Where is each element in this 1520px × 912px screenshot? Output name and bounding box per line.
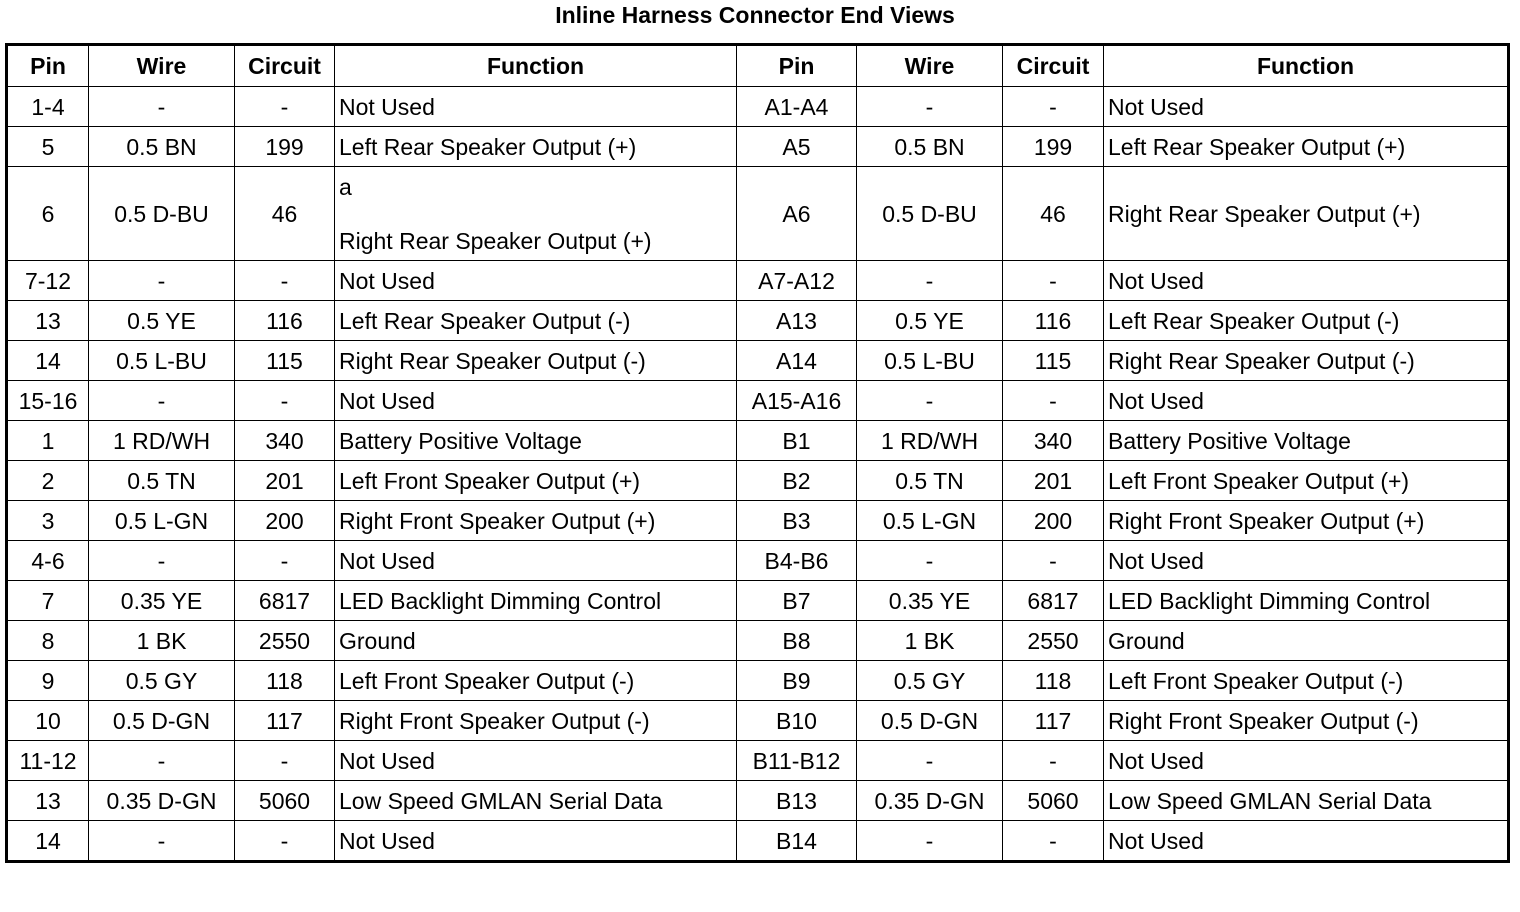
table-row: [7, 87, 1509, 127]
wire-cell-2: -: [857, 381, 1003, 421]
pin-cell-2: A7-A12: [737, 261, 857, 301]
table-row: [7, 421, 1509, 461]
function-cell-2: Battery Positive Voltage: [1104, 421, 1509, 461]
circuit-cell: 2550: [235, 621, 335, 661]
wire-cell: -: [89, 381, 235, 421]
circuit-cell-2: 340: [1003, 421, 1104, 461]
pin-cell: 13: [7, 781, 89, 821]
wire-cell-2: 1 RD/WH: [857, 421, 1003, 461]
function-cell: [335, 501, 737, 541]
wire-cell-2: -: [857, 821, 1003, 862]
page-title: Inline Harness Connector End Views: [555, 2, 955, 28]
function-text: Not Used: [339, 827, 435, 854]
wire-cell: 0.35 YE: [89, 581, 235, 621]
function-cell-2: Not Used: [1104, 741, 1509, 781]
wire-cell-2: 0.5 D-BU: [857, 167, 1003, 261]
circuit-cell-2: -: [1003, 381, 1104, 421]
wire-cell-2: 0.5 BN: [857, 127, 1003, 167]
circuit-cell: 115: [235, 341, 335, 381]
circuit-cell: 118: [235, 661, 335, 701]
pin-cell-2: B1: [737, 421, 857, 461]
circuit-cell: -: [235, 381, 335, 421]
circuit-cell: -: [235, 261, 335, 301]
wire-cell-2: 0.5 L-BU: [857, 341, 1003, 381]
pin-cell: 14: [7, 821, 89, 862]
pin-cell: 7: [7, 581, 89, 621]
circuit-cell-2: -: [1003, 541, 1104, 581]
circuit-cell: 46: [235, 167, 335, 261]
column-header-pin: Pin: [7, 45, 89, 87]
function-text: Not Used: [339, 387, 435, 414]
function-cell-2: Not Used: [1104, 821, 1509, 862]
wire-cell-2: 0.5 D-GN: [857, 701, 1003, 741]
wire-cell-2: 0.35 YE: [857, 581, 1003, 621]
table-row: [7, 741, 1509, 781]
circuit-cell: 117: [235, 701, 335, 741]
pin-cell: 11-12: [7, 741, 89, 781]
function-cell: [335, 461, 737, 501]
circuit-cell-2: 116: [1003, 301, 1104, 341]
circuit-cell-2: 118: [1003, 661, 1104, 701]
function-cell-2: Left Rear Speaker Output (+): [1104, 127, 1509, 167]
table-row: [7, 341, 1509, 381]
pin-cell: 3: [7, 501, 89, 541]
column-header-wire: Wire: [89, 45, 235, 87]
circuit-cell: 199: [235, 127, 335, 167]
function-cell: [335, 621, 737, 661]
circuit-cell: 5060: [235, 781, 335, 821]
wire-cell-2: -: [857, 87, 1003, 127]
column-header-function: Function: [335, 45, 737, 87]
wire-cell-2: 0.5 GY: [857, 661, 1003, 701]
table-row: [7, 701, 1509, 741]
table-row: [7, 301, 1509, 341]
wire-cell: 0.5 BN: [89, 127, 235, 167]
wire-cell-2: 0.35 D-GN: [857, 781, 1003, 821]
function-cell-2: Right Front Speaker Output (-): [1104, 701, 1509, 741]
function-cell: [335, 741, 737, 781]
table-row: [7, 167, 1509, 261]
pin-cell: 10: [7, 701, 89, 741]
circuit-cell-2: 200: [1003, 501, 1104, 541]
column-header-wire-2: Wire: [857, 45, 1003, 87]
function-cell-2: Left Front Speaker Output (-): [1104, 661, 1509, 701]
table-row: [7, 781, 1509, 821]
wire-cell: 0.5 D-BU: [89, 167, 235, 261]
column-header-circuit: Circuit: [235, 45, 335, 87]
pin-cell-2: B13: [737, 781, 857, 821]
pin-cell-2: B10: [737, 701, 857, 741]
function-cell-2: Left Front Speaker Output (+): [1104, 461, 1509, 501]
pin-cell-2: A1-A4: [737, 87, 857, 127]
function-text: Right Rear Speaker Output (+): [339, 227, 652, 254]
circuit-cell-2: -: [1003, 261, 1104, 301]
function-text: a: [339, 173, 352, 200]
function-text: Right Front Speaker Output (+): [339, 507, 656, 534]
circuit-cell: -: [235, 541, 335, 581]
table-row: [7, 381, 1509, 421]
pin-cell-2: B14: [737, 821, 857, 862]
circuit-cell-2: -: [1003, 741, 1104, 781]
wire-cell: 0.5 GY: [89, 661, 235, 701]
wire-cell: -: [89, 741, 235, 781]
function-cell-2: Left Rear Speaker Output (-): [1104, 301, 1509, 341]
function-text: Right Rear Speaker Output (-): [339, 347, 646, 374]
wire-cell: 0.5 L-BU: [89, 341, 235, 381]
wire-cell: 0.5 L-GN: [89, 501, 235, 541]
circuit-cell-2: 2550: [1003, 621, 1104, 661]
circuit-cell: 6817: [235, 581, 335, 621]
table-row: [7, 821, 1509, 862]
circuit-cell: 340: [235, 421, 335, 461]
pin-cell: 2: [7, 461, 89, 501]
table-row: [7, 501, 1509, 541]
function-text: Left Front Speaker Output (+): [339, 467, 641, 494]
function-cell-2: Not Used: [1104, 261, 1509, 301]
function-cell: [335, 781, 737, 821]
circuit-cell: 201: [235, 461, 335, 501]
circuit-cell-2: 5060: [1003, 781, 1104, 821]
circuit-cell: 116: [235, 301, 335, 341]
pin-cell-2: B3: [737, 501, 857, 541]
function-cell: [335, 821, 737, 862]
circuit-cell-2: 115: [1003, 341, 1104, 381]
function-text: LED Backlight Dimming Control: [339, 587, 662, 614]
wire-cell: -: [89, 87, 235, 127]
pin-cell: 7-12: [7, 261, 89, 301]
function-cell: [335, 341, 737, 381]
function-cell: [335, 381, 737, 421]
wire-cell: 0.5 YE: [89, 301, 235, 341]
pin-cell-2: B8: [737, 621, 857, 661]
function-text: Left Rear Speaker Output (+): [339, 133, 637, 160]
wire-cell: 0.35 D-GN: [89, 781, 235, 821]
function-text: Left Rear Speaker Output (-): [339, 307, 631, 334]
pin-cell-2: A14: [737, 341, 857, 381]
function-text: Battery Positive Voltage: [339, 427, 582, 454]
table-row: [7, 541, 1509, 581]
wire-cell-2: -: [857, 261, 1003, 301]
pin-cell-2: B9: [737, 661, 857, 701]
table-row: [7, 461, 1509, 501]
function-text: Not Used: [339, 267, 435, 294]
function-cell-2: Not Used: [1104, 87, 1509, 127]
circuit-cell: -: [235, 87, 335, 127]
pin-cell-2: A13: [737, 301, 857, 341]
table-header-row: [7, 45, 1509, 87]
wire-cell-2: 1 BK: [857, 621, 1003, 661]
pin-cell-2: B4-B6: [737, 541, 857, 581]
circuit-cell-2: -: [1003, 821, 1104, 862]
pin-cell-2: A6: [737, 167, 857, 261]
function-cell: [335, 421, 737, 461]
function-cell-2: Right Rear Speaker Output (-): [1104, 341, 1509, 381]
function-text: Not Used: [339, 547, 435, 574]
wire-cell: -: [89, 261, 235, 301]
function-cell-2: Ground: [1104, 621, 1509, 661]
wire-cell: 0.5 TN: [89, 461, 235, 501]
function-cell-2: Low Speed GMLAN Serial Data: [1104, 781, 1509, 821]
function-text: Right Front Speaker Output (-): [339, 707, 650, 734]
wire-cell: 1 RD/WH: [89, 421, 235, 461]
pin-cell: 8: [7, 621, 89, 661]
pin-cell-2: A15-A16: [737, 381, 857, 421]
pin-cell: 1-4: [7, 87, 89, 127]
circuit-cell-2: 46: [1003, 167, 1104, 261]
circuit-cell: -: [235, 741, 335, 781]
wire-cell-2: 0.5 YE: [857, 301, 1003, 341]
pin-cell: 9: [7, 661, 89, 701]
wire-cell-2: 0.5 L-GN: [857, 501, 1003, 541]
function-cell-2: Not Used: [1104, 381, 1509, 421]
function-text: Ground: [339, 627, 416, 654]
pin-cell: 5: [7, 127, 89, 167]
function-cell-2: LED Backlight Dimming Control: [1104, 581, 1509, 621]
function-cell: [335, 87, 737, 127]
function-cell-2: Not Used: [1104, 541, 1509, 581]
table-row: [7, 261, 1509, 301]
wire-cell: -: [89, 541, 235, 581]
pin-cell: 6: [7, 167, 89, 261]
wire-cell-2: -: [857, 741, 1003, 781]
function-cell: [335, 261, 737, 301]
function-cell-2: Right Front Speaker Output (+): [1104, 501, 1509, 541]
wire-cell-2: 0.5 TN: [857, 461, 1003, 501]
pin-cell-2: B2: [737, 461, 857, 501]
column-header-function-2: Function: [1104, 45, 1509, 87]
function-text: Not Used: [339, 747, 435, 774]
connector-pinout-table: [5, 43, 1510, 863]
pin-cell-2: A5: [737, 127, 857, 167]
pin-cell: 15-16: [7, 381, 89, 421]
circuit-cell-2: 199: [1003, 127, 1104, 167]
circuit-cell-2: 117: [1003, 701, 1104, 741]
circuit-cell-2: 6817: [1003, 581, 1104, 621]
function-cell: [335, 167, 737, 261]
table-body: [7, 87, 1509, 862]
function-cell: [335, 661, 737, 701]
pin-cell: 14: [7, 341, 89, 381]
wire-cell: 1 BK: [89, 621, 235, 661]
circuit-cell: 200: [235, 501, 335, 541]
table-row: [7, 621, 1509, 661]
wire-cell: 0.5 D-GN: [89, 701, 235, 741]
circuit-cell: -: [235, 821, 335, 862]
pin-cell-2: B7: [737, 581, 857, 621]
table-row: [7, 127, 1509, 167]
table-row: [7, 661, 1509, 701]
table-row: [7, 581, 1509, 621]
wire-cell: -: [89, 821, 235, 862]
function-cell-2: Right Rear Speaker Output (+): [1104, 167, 1509, 261]
wire-cell-2: -: [857, 541, 1003, 581]
function-cell: [335, 701, 737, 741]
function-cell: [335, 541, 737, 581]
function-text: Low Speed GMLAN Serial Data: [339, 787, 663, 814]
function-cell: [335, 581, 737, 621]
column-header-circuit-2: Circuit: [1003, 45, 1104, 87]
pin-cell: 4-6: [7, 541, 89, 581]
pin-cell: 1: [7, 421, 89, 461]
pin-cell: 13: [7, 301, 89, 341]
function-cell: [335, 127, 737, 167]
pin-cell-2: B11-B12: [737, 741, 857, 781]
function-cell: [335, 301, 737, 341]
function-text: Not Used: [339, 93, 435, 120]
column-header-pin-2: Pin: [737, 45, 857, 87]
function-text: Left Front Speaker Output (-): [339, 667, 635, 694]
circuit-cell-2: -: [1003, 87, 1104, 127]
circuit-cell-2: 201: [1003, 461, 1104, 501]
